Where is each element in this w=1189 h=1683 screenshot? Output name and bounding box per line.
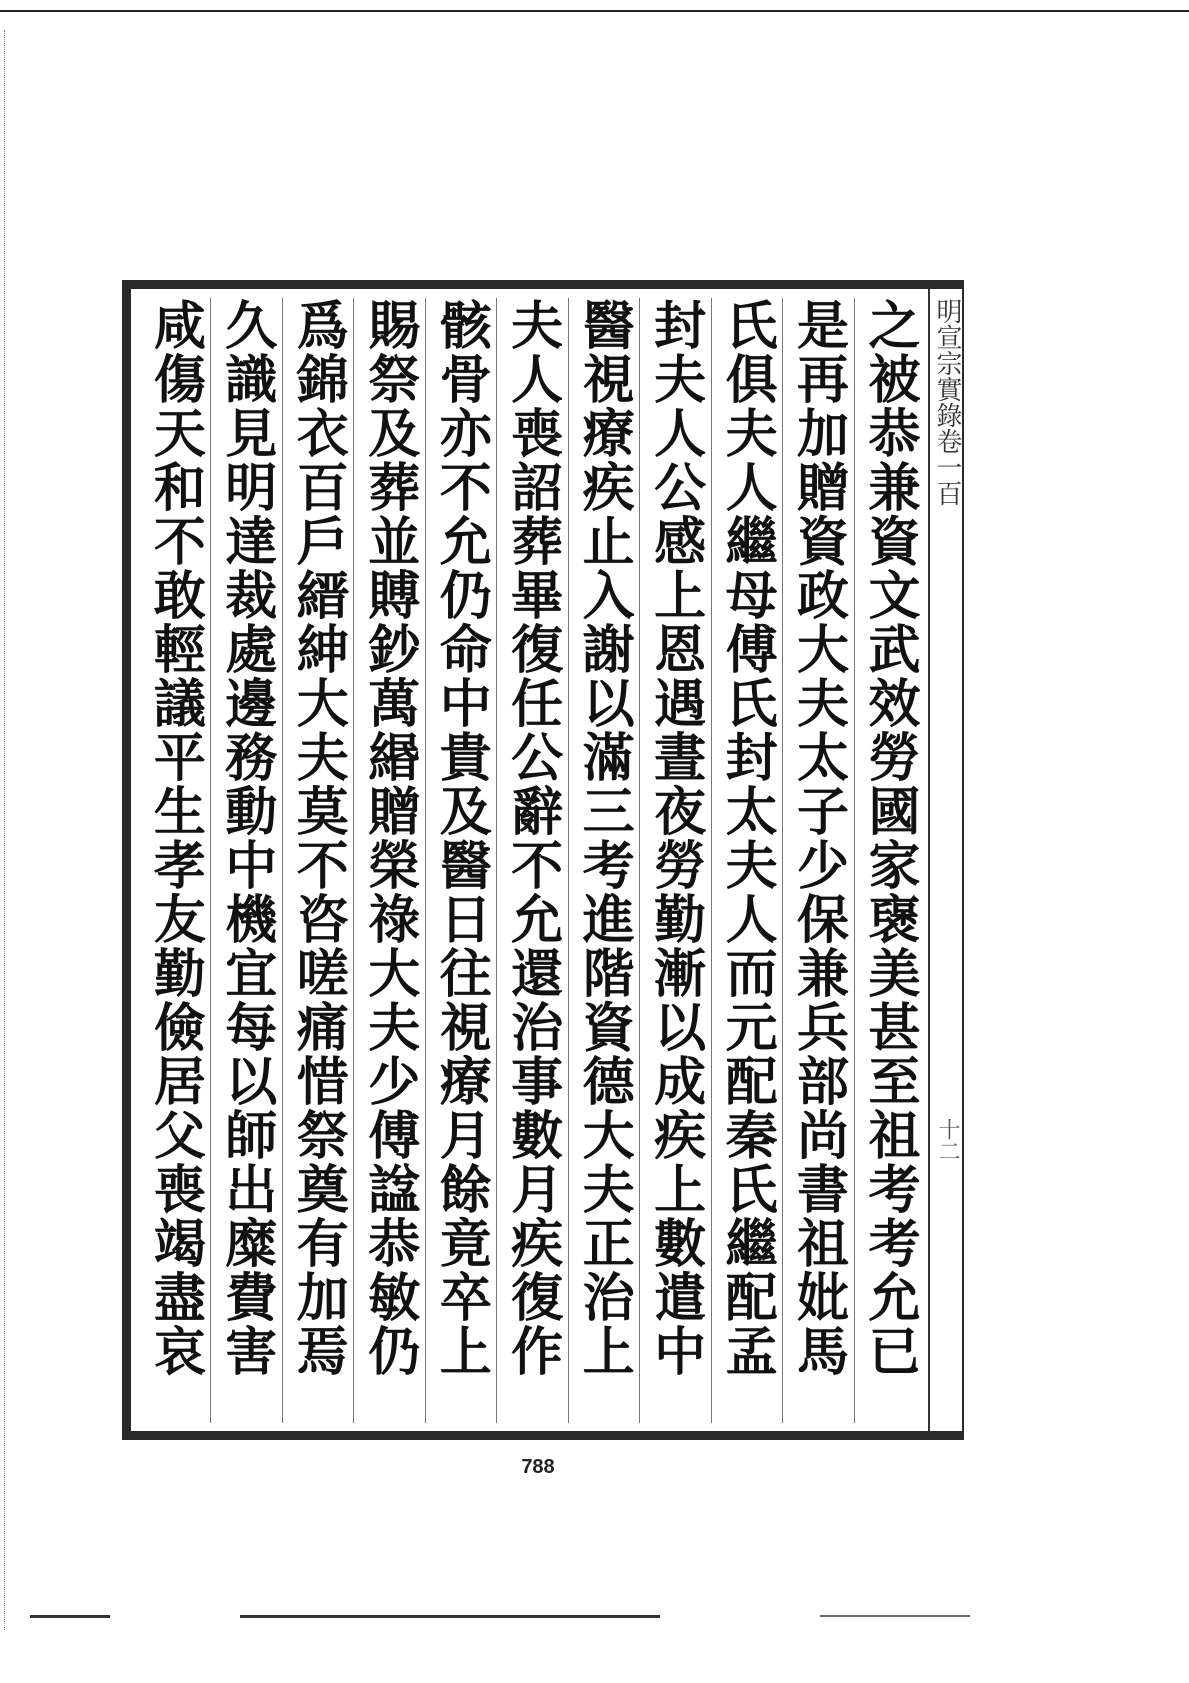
bottom-scan-mark (30, 1615, 110, 1618)
left-scan-edge (4, 30, 11, 1630)
text-column-6: 夫人喪詔葬畢復任公辭不允還治事數月疾復作 (501, 298, 563, 1378)
text-column-11: 咸傷天和不敢輕議平生孝友勤儉居父喪竭盡哀 (144, 298, 206, 1378)
text-column-10: 久識見明達裁處邊務動中機宜每以師出糜費害 (215, 298, 277, 1378)
text-column-3: 氏俱夫人繼母傅氏封太夫人而元配秦氏繼配孟 (716, 298, 778, 1378)
banxin-section: 十二 (935, 1118, 960, 1162)
text-columns (140, 298, 925, 1423)
banxin-margin (932, 298, 962, 1428)
banxin-title: 明宣宗實錄卷一百 (932, 298, 962, 506)
text-column-7: 骸骨亦不允仍命中貴及醫日往視療月餘竟卒上 (430, 298, 492, 1378)
text-column-1: 之被恭兼資文武效勞國家襃美甚至祖考考允已 (859, 298, 920, 1378)
bottom-scan-mark (240, 1615, 660, 1618)
page-number: 788 (521, 1456, 555, 1478)
banxin-divider (928, 288, 930, 1431)
text-column-9: 爲錦衣百戶縉紳大夫莫不咨嗟痛惜祭奠有加焉 (287, 298, 349, 1378)
text-column-2: 是再加贈資政大夫太子少保兼兵部尚書祖妣馬 (787, 298, 849, 1378)
top-scan-rule (0, 10, 1189, 12)
text-column-4: 封夫人公感上恩遇晝夜勞勤漸以成疾上數遣中 (644, 298, 706, 1378)
bottom-scan-mark (820, 1615, 970, 1617)
text-column-5: 醫視療疾止入謝以滿三考進階資德大夫正治上 (573, 298, 635, 1378)
text-column-8: 賜祭及葬並賻鈔萬緡贈榮祿大夫少傅諡恭敏仍 (358, 298, 420, 1378)
